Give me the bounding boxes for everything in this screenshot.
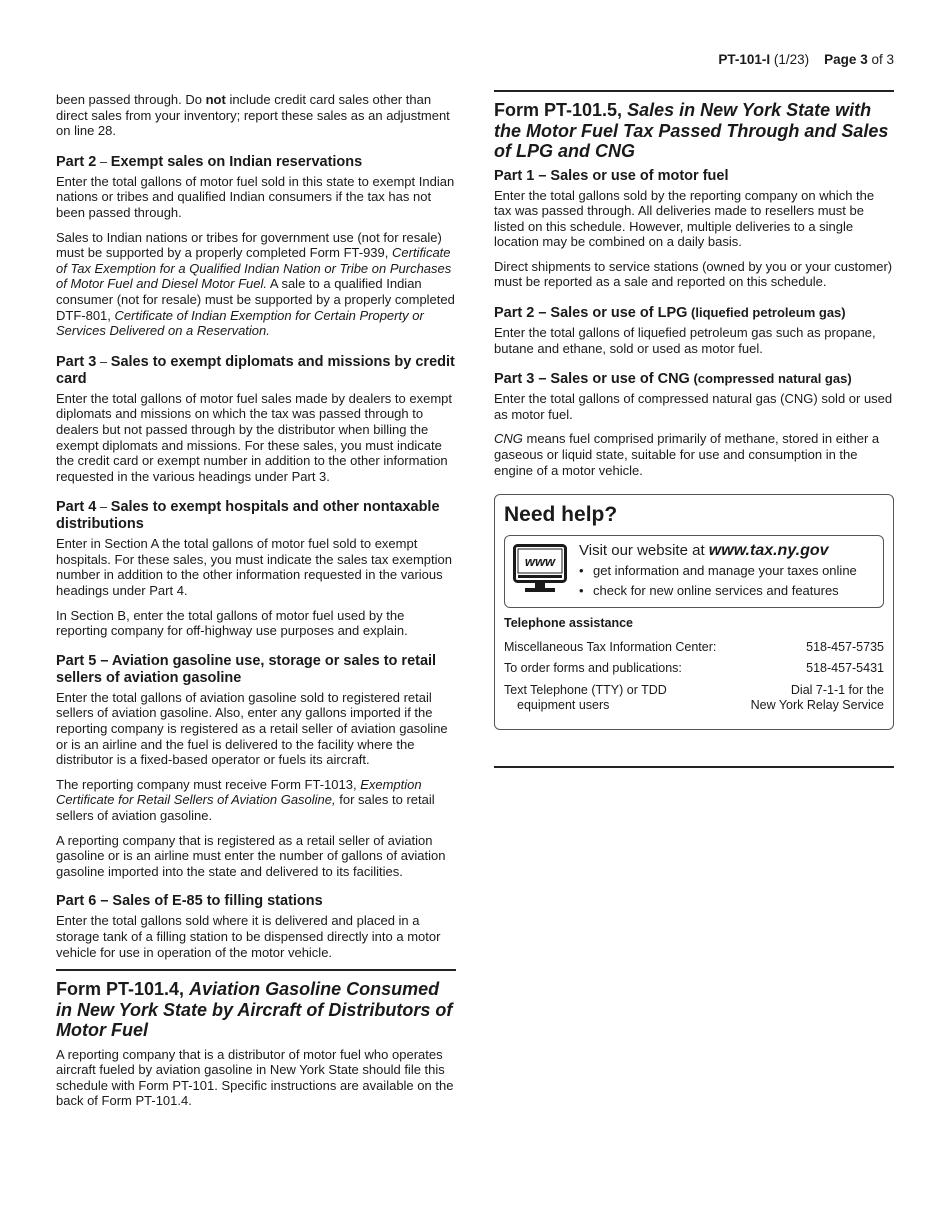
- form-pt1014-heading: Form PT-101.4, Aviation Gasoline Consumed in New York State by Aircraft of Distributors of Motor Fuel: [56, 969, 456, 1041]
- r-part3-heading: Part 3 – Sales or use of CNG (compressed natural gas): [494, 371, 852, 388]
- tel-row-misc: Miscellaneous Tax Information Center: 518-457-5735: [504, 639, 884, 654]
- form-pt1014-paragraph: A reporting company that is a distributor of motor fuel who operates aircraft fueled by aviation gasoline in New York State should file this schedule with Form PT-101. Specific instructions are available on the back of Form PT-101.4.: [56, 1046, 454, 1109]
- website-text: [579, 541, 857, 601]
- r-part3-paragraph-1: Enter the total gallons of compressed natural gas (CNG) sold or used as motor fuel.: [494, 391, 893, 422]
- part3-heading: Part 3 – Sales to exempt diplomats and missions by credit card: [56, 353, 455, 387]
- page-total: of 3: [871, 52, 894, 67]
- form-id: PT-101-I: [718, 52, 771, 67]
- www-monitor-icon: [513, 544, 567, 601]
- part3-paragraph: Enter the total gallons of motor fuel sales made by dealers to exempt diplomats and missions on which the tax was passed through to dealers but not passed through by the distributor when billing the exempt diplomats and missions. For these sales, you must indicate the credit card or exempt number in addition to the other information requested in the various headings under Part 3.: [56, 390, 452, 484]
- website-bullets: [579, 561, 857, 601]
- part2-paragraph-1: Enter the total gallons of motor fuel sold in this state to exempt Indian nations or tribes and qualified Indian consumers if the tax has not been passed through.: [56, 173, 455, 220]
- part4-heading: Part 4 – Sales to exempt hospitals and other nontaxable distributions: [56, 499, 440, 533]
- r-part2-heading: Part 2 – Sales or use of LPG (liquefied petroleum gas): [494, 305, 846, 322]
- form-date: (1/23): [773, 52, 810, 67]
- r-part1-heading: Part 1 – Sales or use of motor fuel: [494, 167, 729, 184]
- telephone-title: Telephone assistance: [504, 616, 633, 631]
- part5-paragraph-1: Enter the total gallons of aviation gasoline sold to registered retail sellers of aviation gasoline. Also, enter any gallons imported if the reporting company is registered as a retail seller of aviation gasoline or is an airline and the fuel is delivered to the facility where the distributor is a fixed-based operator or fuels its aircraft.: [56, 689, 448, 768]
- r-part2-paragraph: Enter the total gallons of liquefied petroleum gas such as propane, butane and ethane, sold or used as motor fuel.: [494, 325, 876, 356]
- need-help-title: Need help?: [504, 503, 618, 527]
- part6-heading: Part 6 – Sales of E-85 to filling stations: [56, 893, 323, 910]
- r-part3-paragraph-2: CNG means fuel comprised primarily of methane, stored in either a gaseous or liquid state, suitable for use and consumption in the engine of a motor vehicle.: [494, 431, 880, 478]
- website-line: Visit our website at www.tax.ny.gov: [579, 542, 829, 560]
- part4-paragraph-2: In Section B, enter the total gallons of motor fuel used by the reporting company for off-highway use purposes and explain.: [56, 607, 408, 639]
- part5-paragraph-2: The reporting company must receive Form FT-1013, Exemption Certificate for Retail Sellers of Aviation Gasoline, for sales to retail sellers of aviation gasoline.: [56, 776, 435, 823]
- part4-paragraph-1: Enter in Section A the total gallons of motor fuel sold to exempt hospitals. For these sales, you must indicate the sales tax exemption number in addition to the other information requested in the various headings under Part 4.: [56, 536, 452, 599]
- r-part1-paragraph-2: Direct shipments to service stations (owned by you or your customer) must be reported as a sale and reported on this schedule.: [494, 258, 893, 290]
- part5-heading: Part 5 – Aviation gasoline use, storage or sales to retail sellers of aviation gasoline: [56, 652, 437, 686]
- part2-paragraph-2: Sales to Indian nations or tribes for government use (not for resale) must be supported by a properly completed Form FT-939, Certificate of Tax Exemption for a Qualified Indian Nation or Tribe on Purchases of Motor Fuel and Diesel Motor Fuel. A sale to a qualified Indian consumer (not for resale) must be supported by a properly completed DTF-801, Certificate of Indian Exemption for Certain Property or Services Delivered on a Reservation.: [56, 229, 455, 339]
- www-text: www: [524, 554, 556, 570]
- right-column: [494, 90, 894, 768]
- part2-heading: Part 2 – Exempt sales on Indian reservations: [56, 153, 363, 170]
- page-label: Page 3: [824, 52, 868, 67]
- need-help-box: [494, 494, 894, 730]
- tel-row-forms: To order forms and publications: 518-457-5431: [504, 661, 884, 676]
- tel-row-tty: Text Telephone (TTY) or TDD equipment users Dial 7-1-1 for the New York Relay Service: [504, 682, 884, 713]
- r-part1-paragraph-1: Enter the total gallons sold by the reporting company on which the tax was passed through. All deliveries made to resellers must be listed on this schedule. However, multiple deliveries to a single location may be combined on a daily basis.: [494, 187, 875, 250]
- page-header: [718, 52, 894, 67]
- bottom-divider: [494, 766, 894, 768]
- part6-paragraph: Enter the total gallons sold where it is delivered and placed in a storage tank of a filling station to be dispensed directly into a motor vehicle for use in operation of the motor vehicle.: [56, 913, 441, 960]
- bullet-item: • get information and manage your taxes online: [579, 561, 857, 581]
- website-link[interactable]: www.tax.ny.gov: [708, 542, 829, 560]
- website-box: [504, 535, 884, 608]
- bullet-item: • check for new online services and features: [579, 581, 857, 601]
- form-pt1015-heading: Form PT-101.5, Sales in New York State with the Motor Fuel Tax Passed Through and Sales of LPG and CNG: [494, 90, 894, 162]
- part5-paragraph-3: A reporting company that is registered as a retail seller of aviation gasoline or is an airline must enter the number of gallons of aviation gasoline imported into the state and delivered to its facilities.: [56, 832, 446, 879]
- intro-paragraph: been passed through. Do not include credit card sales other than direct sales from your inventory; report these sales as an adjustment on line 28.: [56, 92, 450, 139]
- left-column: [56, 92, 456, 1118]
